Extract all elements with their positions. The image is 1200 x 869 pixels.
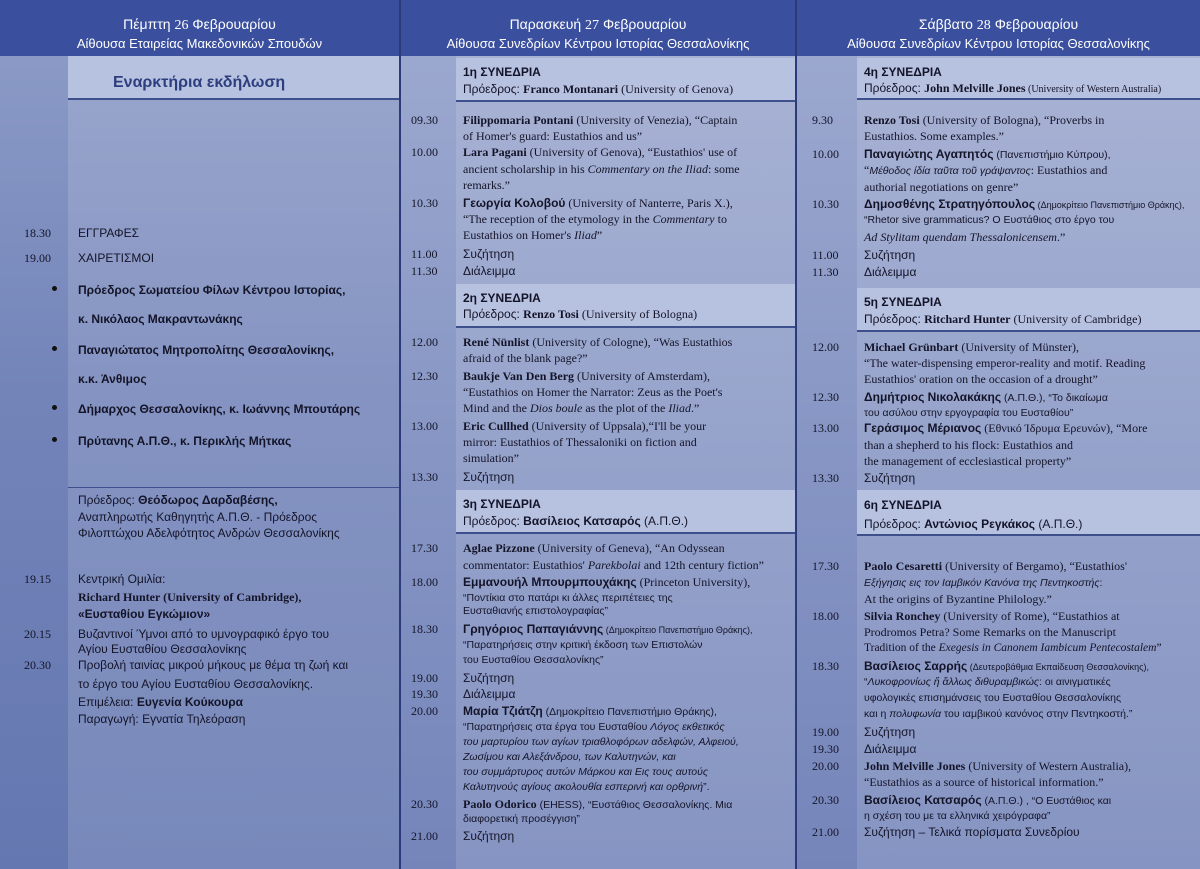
speaker-name: Γεράσιμος Μέριανος <box>864 421 982 435</box>
chair-label: Πρόεδρος: <box>463 514 524 528</box>
talk-time: 10.00 <box>411 145 438 159</box>
talk-text: (EHESS), “Ευστάθιος Θεσσαλονίκης. Μια <box>536 799 733 811</box>
work-title: του συμμάρτυρος αυτών Μάρκου και <box>463 766 635 778</box>
break-time: 11.30 <box>812 265 839 279</box>
talk-text: : Eustathios and <box>1030 163 1108 177</box>
month: Φεβρουαρίου <box>602 16 687 32</box>
chair-affiliation: (University of Cambridge) <box>1010 312 1142 326</box>
talk-text: ”. <box>703 781 710 793</box>
chair-name: Αντώνιος Ρεγκάκος <box>924 517 1036 531</box>
break-label: Διάλειμμα <box>463 264 516 278</box>
work-title: Commentary on the Iliad <box>587 162 708 176</box>
talk-text: (Δημοκρίτειο Πανεπιστήμιο Θράκης), <box>542 706 717 718</box>
work-title: Iliad <box>668 401 691 415</box>
speaker-name: Silvia Ronchey <box>864 609 941 623</box>
talk-text: (University of Venezia), “Captain <box>573 113 738 127</box>
talk-time: 10.30 <box>411 196 438 210</box>
talk-text: (University of Bergamo), “Eustathios' <box>942 559 1127 573</box>
speaker-name: Eric Cullhed <box>463 419 529 433</box>
chair-name: Ritchard Hunter <box>924 312 1011 326</box>
registration-label: ΕΓΓΡΑΦΕΣ <box>78 226 139 240</box>
day-number: 28 <box>976 18 991 33</box>
talk-time: 12.00 <box>812 340 839 354</box>
talk-time: 9.30 <box>812 113 833 127</box>
talk-time: 18.30 <box>812 659 839 673</box>
work-title: Ad Stylitam quendam Thessalonicensem <box>864 230 1057 244</box>
talk-text: ancient scholarship in his <box>463 162 588 176</box>
speaker-name: John Melville Jones <box>864 759 966 773</box>
chair-label: Πρόεδρος: <box>864 81 925 95</box>
final-discussion-label: Συζήτηση – Τελικά πορίσματα Συνεδρίου <box>864 825 1080 839</box>
talk-text: Eustathios on Homer's <box>463 228 575 242</box>
speaker-name: Γεωργία Κολοβού <box>463 196 566 210</box>
talk-text: mirror: Eustathios of Thessaloniki on fiction and <box>463 435 697 449</box>
greeter-name: κ.κ. Άνθιμος <box>78 372 147 386</box>
speaker-name: Paolo Odorico <box>463 797 537 811</box>
chair-affiliation: (University of Genova) <box>618 82 734 96</box>
content-strip <box>68 56 399 869</box>
greetings-label: ΧΑΙΡΕΤΙΣΜΟΙ <box>78 251 155 265</box>
talk-text: “ <box>864 676 868 688</box>
keynote-time: 19.15 <box>24 572 51 586</box>
talk-text: authorial negotiations on genre” <box>864 180 1019 194</box>
talk-text: (University of Nanterre, Paris X.), <box>565 196 733 210</box>
talk-time: 17.30 <box>411 541 438 555</box>
work-title: Εξήγησις εις τον Ιαμβικόν Κανόνα της Πεντηκοστής <box>864 577 1100 589</box>
break-time: 19.30 <box>411 687 438 701</box>
discussion-time: 19.00 <box>411 671 438 685</box>
speaker-name: Παναγιώτης Αγαπητός <box>864 147 994 161</box>
talk-time: 18.00 <box>812 609 839 623</box>
day-name: Παρασκευή <box>509 16 582 32</box>
day3-header <box>797 0 1200 56</box>
talk-text: (University of Amsterdam), <box>574 369 711 383</box>
registration-time: 18.30 <box>24 226 51 240</box>
talk-time: 12.00 <box>411 335 438 349</box>
greeter-line: Δήμαρχος Θεσσαλονίκης, κ. Ιωάννης Μπουτάρης <box>78 402 361 416</box>
talk-text: “Rhetor sive grammaticus? Ο Ευστάθιος στο έργο του <box>864 214 1115 226</box>
bullet-icon <box>52 286 57 291</box>
talk-text: του Ευσταθίου Θεσσαλονίκης” <box>463 654 604 666</box>
talk-text: (University of Münster), <box>958 340 1079 354</box>
editor-label: Επιμέλεια: <box>78 695 137 709</box>
talk-time: 10.30 <box>812 197 839 211</box>
speaker-name: Renzo Tosi <box>864 113 920 127</box>
speaker-name: Βασίλειος Κατσαρός <box>864 793 982 807</box>
chair-label: Πρόεδρος: <box>78 493 139 507</box>
work-title: Iliad <box>574 228 597 242</box>
talk-text: (Princeton University), <box>636 575 751 589</box>
chair-title: Φιλοπτώχου Αδελφότητος Ανδρών Θεσσαλονίκης <box>78 526 340 540</box>
talk-text: (Α.Π.Θ.), “Το δικαίωμα <box>1001 392 1108 404</box>
talk-text: Eustathios. Some examples.” <box>864 129 1004 143</box>
speaker-name: Εμμανουήλ Μπουρμπουχάκης <box>463 575 637 589</box>
break-label: Διάλειμμα <box>864 265 917 279</box>
talk-text: “Eustathios on Homer the Narrator: Zeus as the Poet's <box>463 385 723 399</box>
talk-text: (University of Bologna), “Proverbs in <box>919 113 1105 127</box>
day2-column <box>401 0 795 869</box>
discussion-time: 21.00 <box>411 829 438 843</box>
work-title: Exegesis in Canonem Iambicum Pentecostalem <box>938 642 1157 654</box>
talk-time: 09.30 <box>411 113 438 127</box>
day-name: Πέμπτη <box>123 16 171 32</box>
chair-name: Βασίλειος Κατσαρός <box>523 514 641 528</box>
chair-name: Renzo Tosi <box>523 307 579 321</box>
discussion-label: Συζήτηση <box>463 470 515 484</box>
speaker-name: Baukje Van Den Berg <box>463 369 575 383</box>
month: Φεβρουαρίου <box>192 16 276 32</box>
talk-text: (Πανεπιστήμιο Κύπρου), <box>993 149 1111 161</box>
talk-text: (Δημοκρίτειο Πανεπιστήμιο Θράκης), <box>1035 200 1185 210</box>
work-title: πολυφωνία <box>889 708 942 720</box>
talk-time: 20.30 <box>411 797 438 811</box>
talk-text: υφολογικές επισημάνσεις του Ευσταθίου Θεσσαλονίκης <box>864 692 1122 704</box>
talk-text: : some <box>707 162 740 176</box>
talk-text: (University of Cologne), “Was Eustathios <box>529 335 733 349</box>
talk-time: 18.00 <box>411 575 438 589</box>
talk-text: remarks.” <box>463 178 510 192</box>
day2-header <box>401 0 795 56</box>
session-title: 1η ΣΥΝΕΔΡΙΑ <box>463 65 541 79</box>
discussion-label: Συζήτηση <box>864 471 916 485</box>
discussion-time: 11.00 <box>812 248 839 262</box>
talk-text: (University of Western Australia), <box>965 759 1132 773</box>
keynote-speaker: Richard Hunter (University of Cambridge), <box>78 590 302 604</box>
talk-time: 13.00 <box>411 419 438 433</box>
film-text: Προβολή ταινίας μικρού μήκους με θέμα τη ζωή και <box>78 658 349 672</box>
speaker-name: Δημήτριος Νικολακάκης <box>864 390 1002 404</box>
discussion-label: Συζήτηση <box>864 725 916 739</box>
talk-time: 13.00 <box>812 421 839 435</box>
speaker-name: Filippomaria Pontani <box>463 113 574 127</box>
talk-text: of Homer's guard: Eustathios and us” <box>463 129 643 143</box>
talk-text: διαφορετική προσέγγιση” <box>463 813 580 825</box>
talk-text: Ευσταθιανής επιστολογραφίας” <box>463 605 608 617</box>
work-title: Εις τους αυτούς <box>634 766 708 778</box>
talk-text: .” <box>1056 230 1066 244</box>
greetings-time: 19.00 <box>24 251 51 265</box>
venue: Αίθουσα Συνεδρίων Κέντρου Ιστορίας Θεσσαλονίκης <box>446 36 750 51</box>
work-title: Λόγος εκθετικός <box>650 721 725 733</box>
keynote-title: «Ευσταθίου Εγκώμιον» <box>78 607 211 621</box>
talk-text: (University of Uppsala),“I'll be your <box>528 419 707 433</box>
production-text: Παραγωγή: Εγνατία Τηλεόραση <box>78 712 246 726</box>
session-title: 3η ΣΥΝΕΔΡΙΑ <box>463 497 541 511</box>
speaker-name: Γρηγόριος Παπαγιάννης <box>463 622 604 636</box>
chair-label: Πρόεδρος: <box>864 312 925 326</box>
talk-text: (Δημοκρίτειο Πανεπιστήμιο Θράκης), <box>603 625 753 635</box>
session-title: 4η ΣΥΝΕΔΡΙΑ <box>864 65 942 79</box>
talk-text: “Παρατηρήσεις στα έργα του Ευσταθίου <box>463 721 651 733</box>
greeter-line: Παναγιώτατος Μητροπολίτης Θεσσαλονίκης, <box>78 343 335 357</box>
discussion-label: Συζήτηση <box>463 247 515 261</box>
hymns-text: Αγίου Ευσταθίου Θεσσαλονίκης <box>78 642 247 656</box>
session-title: 6η ΣΥΝΕΔΡΙΑ <box>864 498 942 512</box>
venue: Αίθουσα Συνεδρίων Κέντρου Ιστορίας Θεσσαλονίκης <box>847 36 1150 51</box>
speaker-name: Michael Grünbart <box>864 340 959 354</box>
work-title: Ζωσίμου και Αλεξάνδρου, των Καλυτηνών, και <box>463 751 676 763</box>
venue: Αίθουσα Εταιρείας Μακεδονικών Σπουδών <box>76 36 323 51</box>
talk-text: ” <box>596 228 603 242</box>
talk-text: (Α.Π.Θ.) , “Ο Ευστάθιος και <box>981 795 1112 807</box>
discussion-time: 11.00 <box>411 247 438 261</box>
talk-text: (University of Geneva), “An Odyssean <box>534 541 725 555</box>
discussion-label: Συζήτηση <box>463 829 515 843</box>
talk-text: : <box>1099 577 1103 589</box>
talk-text: commentator: Eustathios' <box>463 558 588 572</box>
talk-text: “Eustathios as a source of historical information.” <box>864 775 1104 789</box>
talk-text: Mind and the <box>463 401 530 415</box>
talk-text: “Ποντίκια στο πατάρι κι άλλες περιπέτειες της <box>463 592 673 604</box>
talk-text: simulation” <box>463 451 519 465</box>
day-name: Σάββατο <box>918 16 973 32</box>
chair-title: Αναπληρωτής Καθηγητής Α.Π.Θ. - Πρόεδρος <box>78 510 318 524</box>
discussion-time: 13.30 <box>411 470 438 484</box>
chair-affiliation: (Α.Π.Θ.) <box>1035 517 1083 531</box>
speaker-name: Paolo Cesaretti <box>864 559 943 573</box>
talk-text: as the plot of the <box>582 401 669 415</box>
talk-text: η σχέση του με τα ελληνικά χειρόγραφα” <box>864 810 1051 822</box>
bullet-icon <box>52 437 57 442</box>
talk-text: than a shepherd to his flock: Eustathios and <box>864 438 1073 452</box>
talk-text: “The water-dispensing emperor-reality and motif. Reading <box>864 356 1146 370</box>
film-time: 20.30 <box>24 658 51 672</box>
talk-text: (Δευτεροβάθμια Εκπαίδευση Θεσσαλονίκης), <box>967 662 1149 672</box>
break-time: 19.30 <box>812 742 839 756</box>
talk-text: At the origins of Byzantine Philology.” <box>864 592 1052 606</box>
editor-name: Ευγενία Κούκουρα <box>136 695 244 709</box>
talk-text: .” <box>691 401 700 415</box>
film-text: το έργο του Αγίου Ευσταθίου Θεσσαλονίκης. <box>78 677 314 691</box>
final-time: 21.00 <box>812 825 839 839</box>
chair-affiliation: (University of Western Australia) <box>1025 84 1162 95</box>
break-time: 11.30 <box>411 264 438 278</box>
session-title: 2η ΣΥΝΕΔΡΙΑ <box>463 291 541 305</box>
work-title: Parekbolai <box>587 558 641 572</box>
speaker-name: Δημοσθένης Στρατηγόπουλος <box>864 197 1036 211</box>
talk-text: the management of ecclesiastical property” <box>864 454 1072 468</box>
chair-label: Πρόεδρος: <box>463 307 524 321</box>
work-title: Καλυτηνούς αγίους ακολουθία εσπερινή και ορθρινή <box>463 781 704 793</box>
talk-time: 20.00 <box>812 759 839 773</box>
chair-name: Θεόδωρος Δαρδαβέσης, <box>138 493 278 507</box>
month: Φεβρουαρίου <box>994 16 1079 32</box>
talk-text: (Εθνικό Ίδρυμα Ερευνών), “More <box>981 421 1148 435</box>
talk-text: and 12th century fiction” <box>640 558 764 572</box>
speaker-name: Μαρία Τζιάτζη <box>463 704 543 718</box>
break-label: Διάλειμμα <box>864 742 917 756</box>
day1-header <box>0 0 399 56</box>
talk-time: 18.30 <box>411 622 438 636</box>
divider <box>68 487 399 488</box>
greeter-line: Πρύτανης Α.Π.Θ., κ. Περικλής Μήτκας <box>78 434 292 448</box>
talk-time: 17.30 <box>812 559 839 573</box>
speaker-name: Βασίλειος Σαρρής <box>864 659 968 673</box>
day3-column <box>797 0 1200 869</box>
talk-text: : οι αινιγματικές <box>1038 676 1111 688</box>
talk-text: afraid of the blank page?” <box>463 351 588 365</box>
hymns-text: Βυζαντινοί Ύμνοι από το υμνογραφικό έργο του <box>78 627 330 641</box>
work-title: Commentary <box>652 212 715 226</box>
discussion-time: 19.00 <box>812 725 839 739</box>
talk-time: 10.00 <box>812 147 839 161</box>
day-number: 27 <box>585 18 600 33</box>
work-title: Μέθοδος ίδία ταῦτα τοῦ γράψαντος <box>869 165 1031 177</box>
day1-column <box>0 0 399 869</box>
work-title: Dios boule <box>530 401 583 415</box>
chair-label: Πρόεδρος: <box>864 517 925 531</box>
chair-label: Πρόεδρος: <box>463 82 524 96</box>
break-label: Διάλειμμα <box>463 687 516 701</box>
speaker-name: Lara Pagani <box>463 145 527 159</box>
chair-name: Franco Montanari <box>523 82 619 96</box>
talk-text: (University of Genova), “Eustathios' use of <box>526 145 738 159</box>
chair-affiliation: (Α.Π.Θ.) <box>640 514 689 528</box>
talk-text: και η <box>864 708 890 720</box>
discussion-time: 13.30 <box>812 471 839 485</box>
talk-text: “Παρατηρήσεις στην κριτική έκδοση των Επιστολών <box>463 639 703 651</box>
keynote-label: Κεντρική Ομιλία: <box>78 572 166 586</box>
bullet-icon <box>52 346 57 351</box>
session-title: 5η ΣΥΝΕΔΡΙΑ <box>864 295 942 309</box>
talk-time: 12.30 <box>411 369 438 383</box>
day-number: 26 <box>174 18 189 33</box>
chair-affiliation: (University of Bologna) <box>578 307 698 321</box>
talk-text: του ασύλου στην εργογραφία του Ευσταθίου” <box>864 407 1074 419</box>
work-title: Λυκοφρονίως ἤ ἄλλως διθυραμβικώς <box>867 676 1039 688</box>
work-title: του μαρτυρίου των αγίων τριαθλοφόρων αδελφών, Αλφειού, <box>463 736 739 748</box>
talk-text: Eustathios' oration on the occasion of a drought” <box>864 372 1098 386</box>
talk-text: Tradition of the <box>864 642 939 654</box>
discussion-label: Συζήτηση <box>864 248 916 262</box>
hymns-time: 20.15 <box>24 627 51 641</box>
talk-text: ” <box>1156 642 1162 654</box>
talk-time: 20.00 <box>411 704 438 718</box>
opening-title: Εναρκτήρια εκδήλωση <box>113 74 286 91</box>
bullet-icon <box>52 405 57 410</box>
talk-text: του ιαμβικού κανόνος στην Πεντηκοστή.” <box>941 708 1133 720</box>
talk-text: to <box>714 212 727 226</box>
greeter-name: κ. Νικόλαος Μακραντωνάκης <box>78 312 243 326</box>
chair-name: John Melville Jones <box>924 81 1026 95</box>
talk-time: 20.30 <box>812 793 839 807</box>
talk-text: Prodromos Petra? Some Remarks on the Manuscript <box>864 625 1116 639</box>
talk-text: “The reception of the etymology in the <box>463 212 653 226</box>
talk-text: “ <box>864 163 870 177</box>
talk-time: 12.30 <box>812 390 839 404</box>
discussion-label: Συζήτηση <box>463 671 515 685</box>
talk-text: (University of Rome), “Eustathios at <box>940 609 1120 623</box>
speaker-name: Aglae Pizzone <box>463 541 535 555</box>
speaker-name: René Nünlist <box>463 335 530 349</box>
greeter-line: Πρόεδρος Σωματείου Φίλων Κέντρου Ιστορίας, <box>78 283 346 297</box>
